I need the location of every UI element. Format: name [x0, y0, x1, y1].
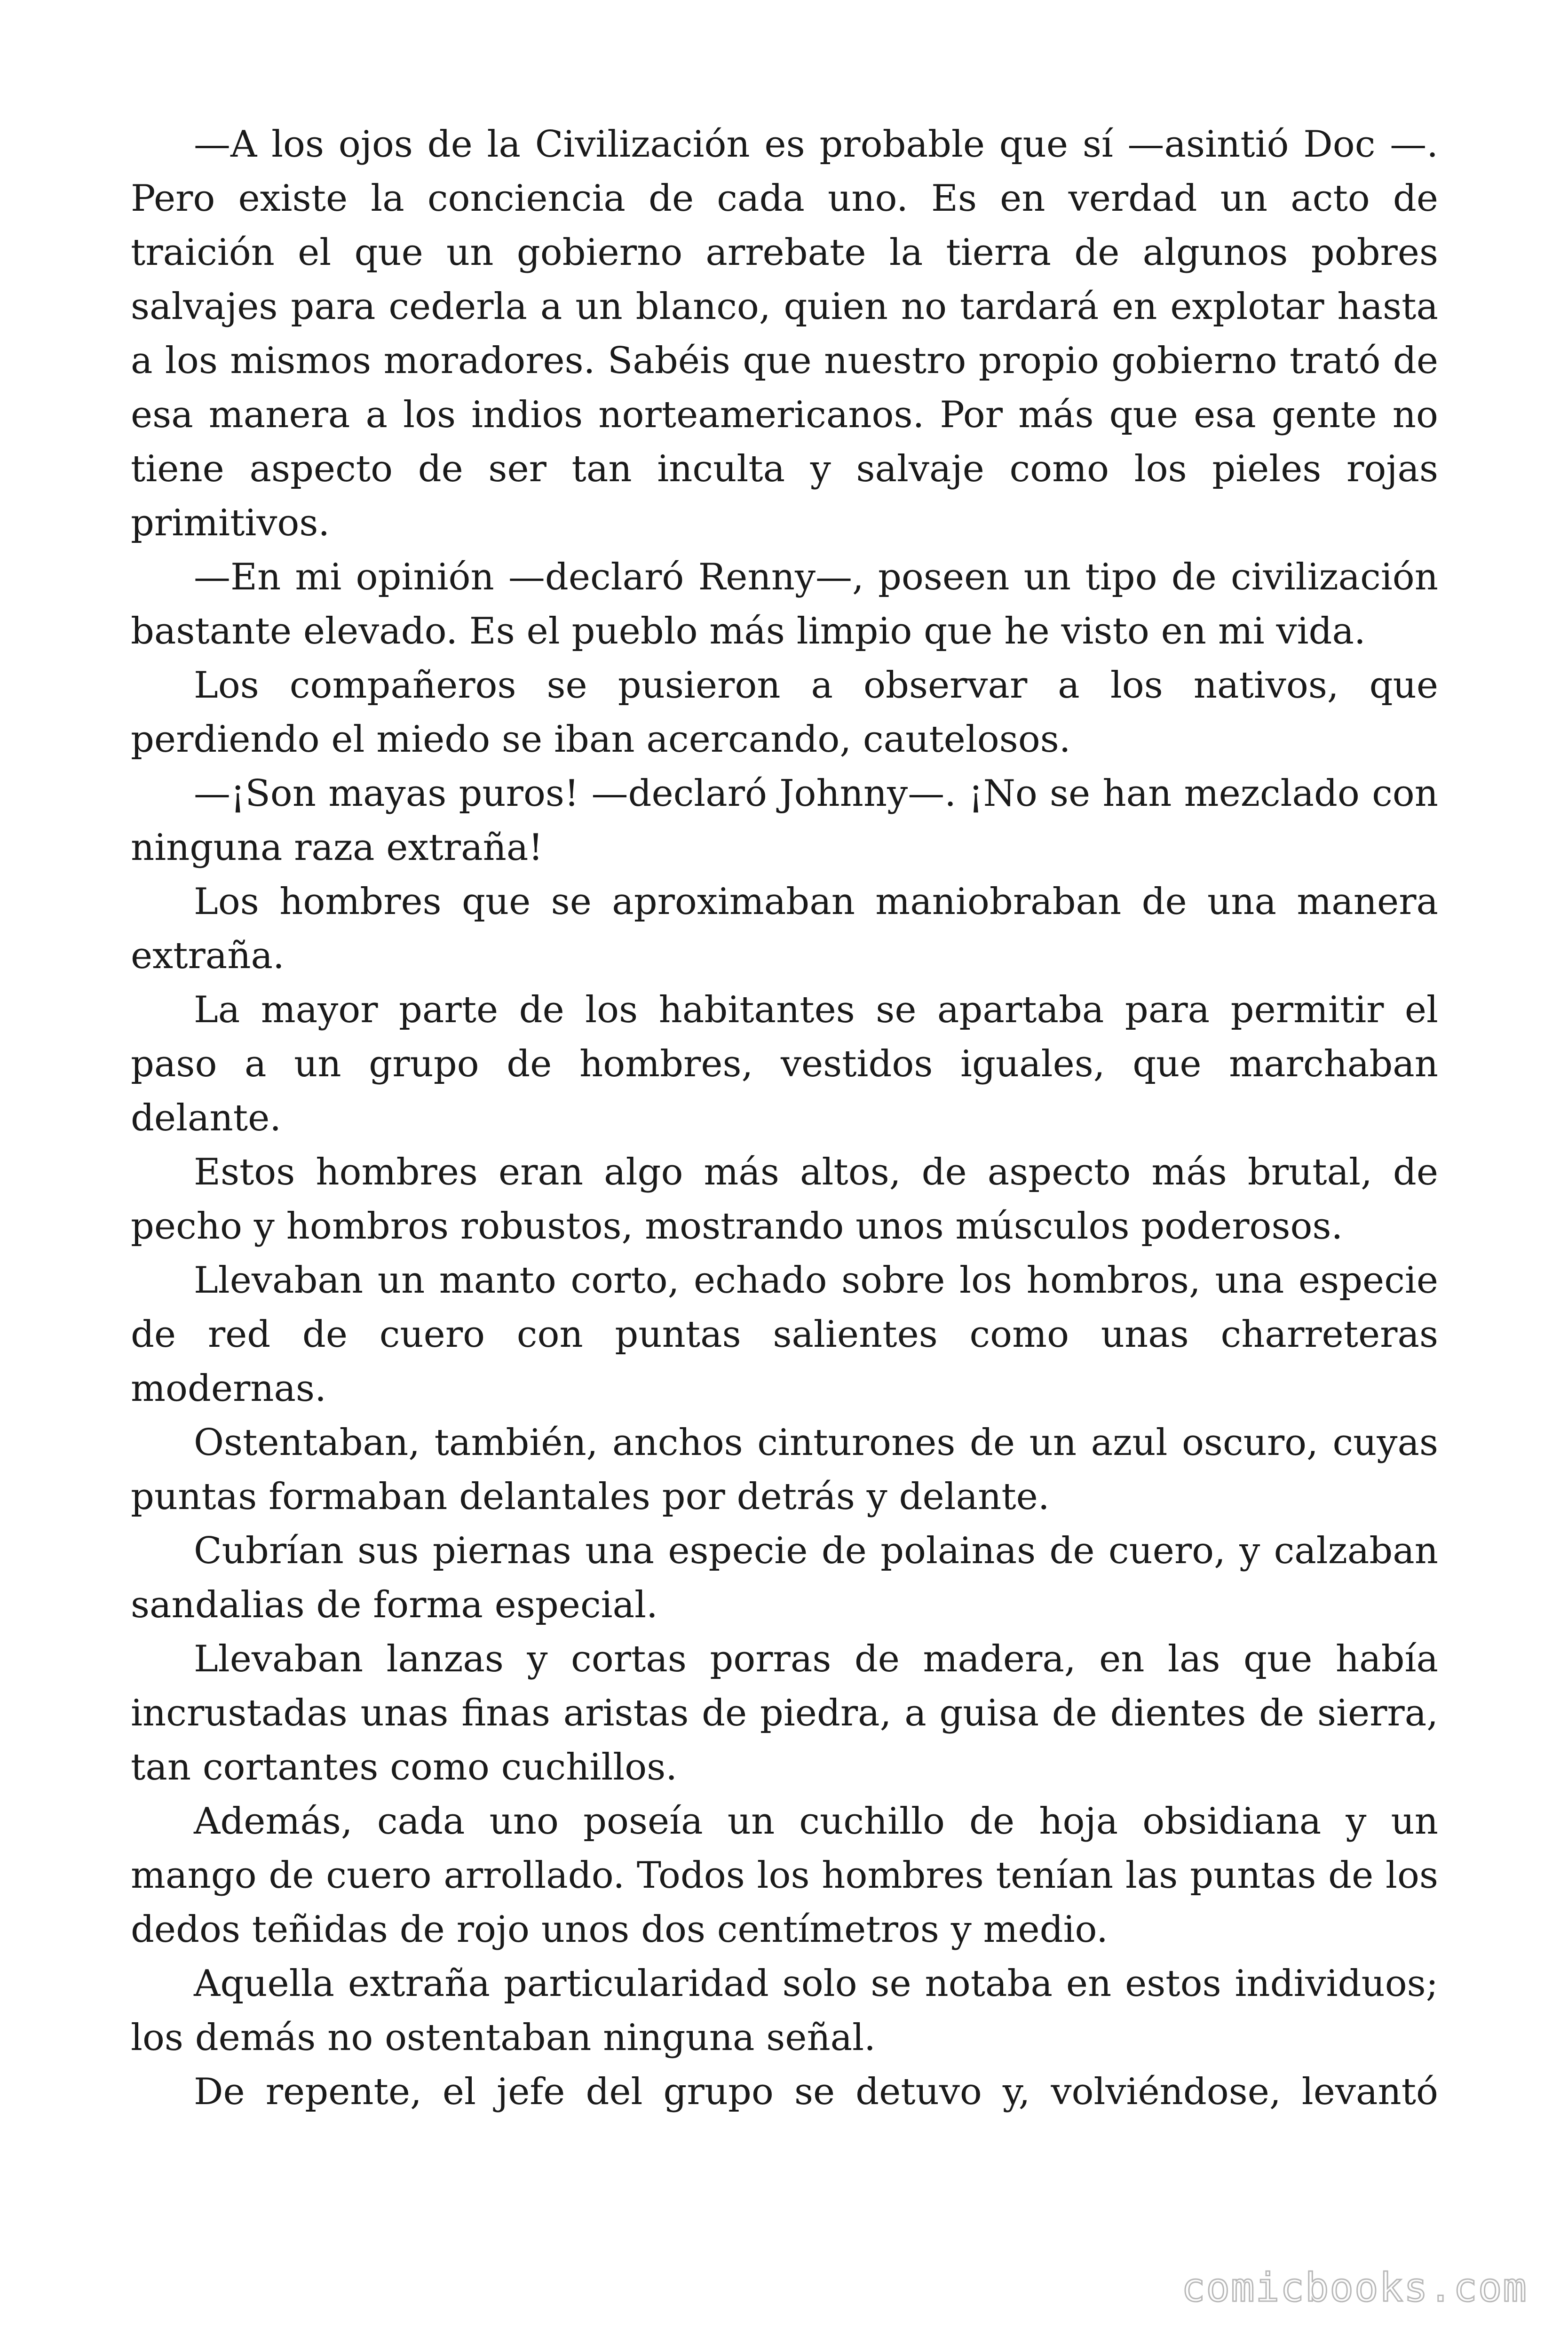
paragraph-7: Estos hombres eran algo más altos, de aspecto más brutal, de pecho y hombros robustos, mostrando unos músculos poderosos.	[131, 1151, 1438, 1248]
watermark-logo: comicbooks.com	[1181, 2265, 1528, 2311]
paragraph-6: La mayor parte de los habitantes se apartaba para permitir el paso a un grupo de hombres, vestidos iguales, que marchaban delante.	[131, 989, 1438, 1139]
paragraph-13: Aquella extraña particularidad solo se notaba en estos individuos; los demás no ostentaban ninguna señal.	[131, 1963, 1438, 2059]
paragraph-3: Los compañeros se pusieron a observar a los nativos, que perdiendo el miedo se iban acercando, cautelosos.	[131, 664, 1438, 761]
paragraph-4: —¡Son mayas puros! —declaró Johnny—. ¡No se han mezclado con ninguna raza extraña!	[131, 772, 1438, 869]
paragraph-8: Llevaban un manto corto, echado sobre los hombros, una especie de red de cuero con puntas salientes como unas charreteras modernas.	[131, 1259, 1438, 1410]
paragraph-10: Cubrían sus piernas una especie de polainas de cuero, y calzaban sandalias de forma especial.	[131, 1530, 1438, 1626]
paragraph-9: Ostentaban, también, anchos cinturones de un azul oscuro, cuyas puntas formaban delantales por detrás y delante.	[131, 1422, 1438, 1518]
paragraph-14: De repente, el jefe del grupo se detuvo y, volviéndose, levantó	[194, 2071, 1438, 2113]
paragraph-11: Llevaban lanzas y cortas porras de madera, en las que había incrustadas unas finas aristas de piedra, a guisa de dientes de sierra, tan cortantes como cuchillos.	[131, 1638, 1438, 1788]
body-text	[131, 118, 1438, 2119]
paragraph-12: Además, cada uno poseía un cuchillo de hoja obsidiana y un mango de cuero arrollado. Todos los hombres tenían las puntas de los dedos teñidas de rojo unos dos centímetros y medio.	[131, 1800, 1438, 1951]
paragraph-5: Los hombres que se aproximaban maniobraban de una manera extraña.	[131, 881, 1438, 977]
paragraph-1: —A los ojos de la Civilización es probable que sí —asintió Doc —. Pero existe la conciencia de cada uno. Es en verdad un acto de traición el que un gobierno arrebate la tierra de algunos pobres salvajes para cederla a un blanco, quien no tardará en explotar hasta a los mismos moradores. Sabéis que nuestro propio gobierno trató de esa manera a los indios norteamericanos. Por más que esa gente no tiene aspecto de ser tan inculta y salvaje como los pieles rojas primitivos.	[131, 123, 1438, 544]
paragraph-2: —En mi opinión —declaró Renny—, poseen un tipo de civilización bastante elevado. Es el pueblo más limpio que he visto en mi vida.	[131, 556, 1438, 652]
